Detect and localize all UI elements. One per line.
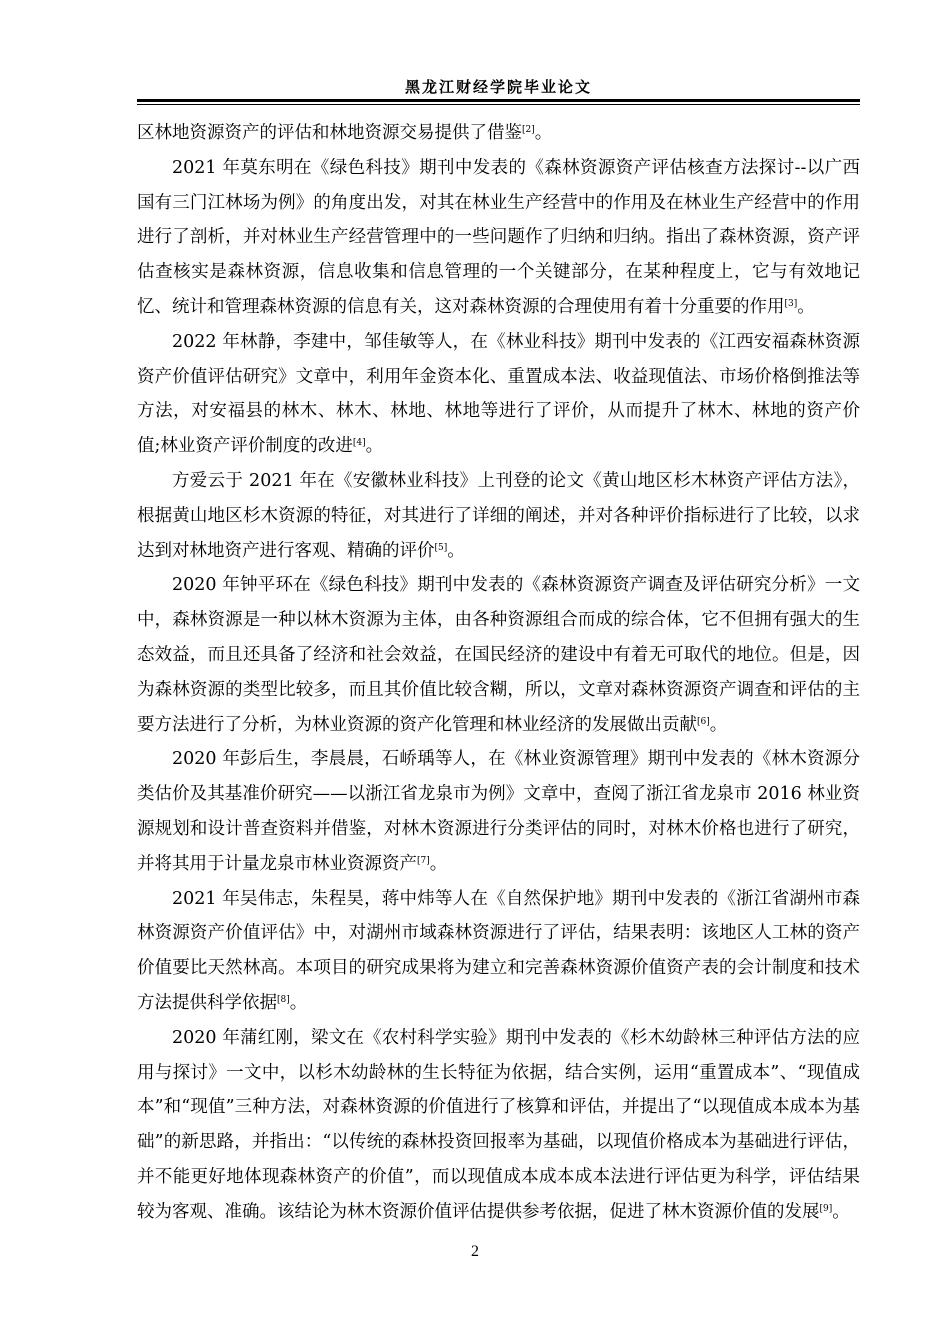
- page-number: 2: [471, 1243, 479, 1260]
- citation-ref: [4]: [352, 438, 366, 449]
- paragraph-4: [137, 464, 860, 568]
- citation-ref: [6]: [697, 716, 710, 727]
- paragraph-end: 。: [365, 436, 384, 457]
- paragraph-2: [137, 151, 860, 325]
- paragraph-5: [137, 568, 860, 742]
- paragraph-text: 2021 年莫东明在《绿色科技》期刊中发表的《森林资源资产评估核查方法探讨--以广西国有三门江林场为例》的角度出发，对其在林业生产经营中的作用及在林业生产经营中的作用进行了剖析，并对林业生产经营管理中的一些问题作了归纳和归纳。指出了森林资源，资产评估查核实是森林资源，信息收集和信息管理的一个关键部分，在某种程度上，它与有效地记忆、统计和管理森林资源的信息有关，这对森林资源的合理使用有着十分重要的作用: [137, 157, 860, 317]
- paragraph-end: 。: [832, 1201, 850, 1222]
- paragraph-8: [137, 1021, 860, 1230]
- paragraph-text: 2020 年彭后生，李晨晨，石峤瑀等人，在《林业资源管理》期刊中发表的《林木资源分类估价及其基准价研究——以浙江省龙泉市为例》文章中，查阅了浙江省龙泉市 2016 林业资源规划和设计普查资料并借鉴，对林木资源进行分类评估的同时，对林木价格也进行了研究，并将其用于计量龙泉市林业资源资产: [137, 749, 860, 874]
- paragraph-3: [137, 325, 860, 464]
- paragraph-end: 。: [429, 853, 448, 874]
- paragraph-1: [137, 116, 860, 151]
- body-text: [137, 116, 860, 1230]
- citation-ref: [9]: [819, 1203, 833, 1214]
- paragraph-end: 。: [709, 714, 728, 735]
- citation-ref: [7]: [417, 855, 430, 866]
- paragraph-6: [137, 742, 860, 881]
- paragraph-end: 。: [534, 123, 553, 143]
- header-rule-thin: [137, 104, 860, 105]
- paragraph-text: 2020 年钟平环在《绿色科技》期刊中发表的《森林资源资产调查及评估研究分析》一文中，森林资源是一种以林木资源为主体，由各种资源组合而成的综合体，它不但拥有强大的生态效益，而且还具备了经济和社会效益，在国民经济的建设中有着无可取代的地位。但是，因为森林资源的类型比较多，而且其价值比较含糊，所以，文章对森林资源资产调查和评估的主要方法进行了分析，为林业资源的资产化管理和林业经济的发展做出贡献: [137, 575, 860, 735]
- paragraph-7: [137, 882, 860, 1021]
- paragraph-end: 。: [447, 540, 465, 561]
- paragraph-text: 2022 年林静，李建中，邹佳敏等人，在《林业科技》期刊中发表的《江西安福森林资源资产价值评估研究》文章中，利用年金资本化、重置成本法、收益现值法、市场价格倒推法等方法，对安福县的林木、林木、林地、林地等进行了评价，从而提升了林木、林地的资产价值;林业资产评价制度的改进: [137, 331, 860, 457]
- paragraph-text: 2020 年蒲红刚，梁文在《农村科学实验》期刊中发表的《杉木幼龄林三种评估方法的应用与探讨》一文中，以杉木幼龄林的生长特征为依据，结合实例，运用“重置成本”、“现值成本”和“现值”三种方法，对森林资源的价值进行了核算和评估，并提出了“以现值成本成本为基础”的新思路，并指出：“以传统的森林投资回报率为基础，以现值价格成本为基础进行评估，并不能更好地体现森林资产的价值”，而以现值成本成本成本法进行评估更为科学，评估结果较为客观、准确。该结论为林木资源价值评估提供参考依据，促进了林木资源价值的发展: [137, 1027, 860, 1222]
- page-header-title: 黑龙江财经学院毕业论文: [404, 78, 592, 96]
- citation-ref: [5]: [434, 542, 448, 553]
- citation-ref: [2]: [522, 125, 535, 135]
- paragraph-text: 2021 年吴伟志，朱程昊，蒋中炜等人在《自然保护地》期刊中发表的《浙江省湖州市森林资源资产价值评估》中，对湖州市域森林资源进行了评估，结果表明：该地区人工林的资产价值要比天然林高。本项目的研究成果将为建立和完善森林资源价值资产表的会计制度和技术方法提供科学依据: [137, 888, 860, 1013]
- paragraph-text: 区林地资源资产的评估和林地资源交易提供了借鉴: [137, 123, 522, 143]
- citation-ref: [3]: [784, 298, 798, 309]
- header-rule-thick: [137, 99, 860, 102]
- citation-ref: [8]: [277, 994, 290, 1005]
- paragraph-text: 方爱云于 2021 年在《安徽林业科技》上刊登的论文《黄山地区杉木林资产评估方法》，根据黄山地区杉木资源的特征，对其进行了详细的阐述，并对各种评价指标进行了比较，以求达到对林地资产进行客观、精确的评价: [137, 470, 860, 561]
- paragraph-end: 。: [797, 296, 815, 317]
- paragraph-end: 。: [289, 992, 308, 1013]
